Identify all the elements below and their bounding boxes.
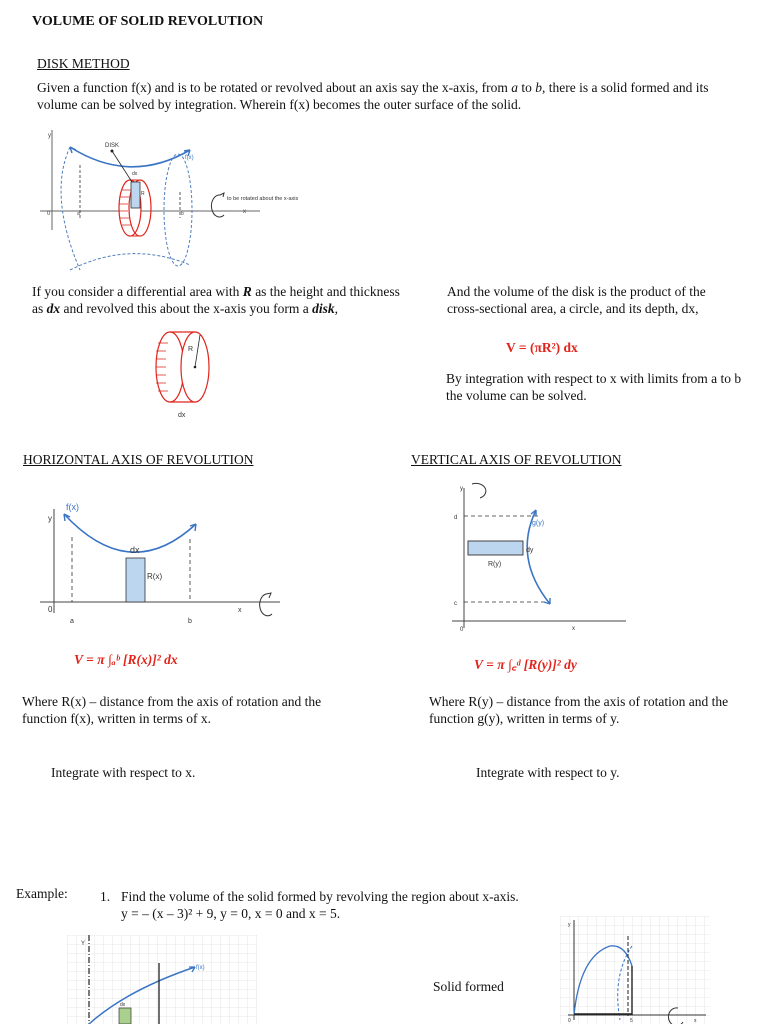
dx-label: dx: [130, 545, 140, 555]
horizontal-heading: HORIZONTAL AXIS OF REVOLUTION: [23, 452, 254, 467]
x-label: x: [572, 626, 575, 632]
y-label: Y: [81, 941, 86, 947]
five-label: 5: [630, 1018, 633, 1024]
horizontal-where: Where R(x) – distance from the axis of rotation and the function f(x), written in terms of x.: [22, 694, 322, 726]
fx-label: f(x): [196, 965, 205, 971]
rotation-arrow-icon: [260, 594, 272, 616]
dx-label: dx: [132, 171, 138, 177]
y-label: y: [568, 922, 571, 928]
disk-volume-text: And the volume of the disk is the product of the cross-sectional area, a circle, and its depth, dx,: [447, 284, 706, 316]
dx-strip: [131, 182, 140, 208]
example-line-1: Find the volume of the solid formed by revolving the region about x-axis.: [121, 889, 519, 904]
disk-volume-formula: V = (πR²) dx: [506, 340, 578, 355]
dx-label: dx: [178, 412, 186, 419]
dx-strip: [119, 1008, 131, 1024]
vertical-where: Where R(y) – distance from the axis of rotation and the function g(y), written in terms of y.: [429, 694, 729, 726]
disk-method-heading: DISK METHOD: [37, 56, 130, 71]
a-label: a: [77, 211, 80, 217]
rotation-arrow-icon: [211, 195, 224, 217]
fx-label: f(x): [185, 155, 194, 161]
b-label: b: [188, 618, 192, 625]
horizontal-integrate: Integrate with respect to x.: [51, 765, 196, 780]
b-label: b: [181, 211, 184, 217]
example-line-2: y = – (x – 3)² + 9, y = 0, x = 0 and x = 5.: [121, 906, 341, 921]
dy-label: dy: [526, 547, 534, 554]
y-label: y: [48, 133, 51, 139]
rotation-arrow-icon: [472, 483, 486, 498]
disk-label: DISK: [105, 143, 120, 149]
c-label: c: [454, 601, 457, 607]
x-label: x: [243, 209, 246, 215]
example-label: Example:: [16, 886, 68, 901]
example-graph-left: [67, 935, 257, 1024]
gy-label: g(y): [532, 520, 545, 527]
x-label: x: [238, 607, 242, 614]
horizontal-figure: [30, 495, 290, 630]
rx-label: R(x): [147, 572, 163, 581]
ry-label: R(y): [488, 561, 502, 568]
dy-strip: [468, 541, 523, 555]
horizontal-formula: V = π ∫ₐᵇ [R(x)]² dx: [74, 652, 178, 667]
x-label: x: [694, 1018, 697, 1024]
vertical-integrate: Integrate with respect to y.: [476, 765, 620, 780]
origin-label: 0: [460, 627, 464, 633]
rotate-note: to be rotated about the x-axis: [227, 196, 299, 202]
dx-strip: [126, 558, 145, 602]
r-label: R: [141, 191, 145, 197]
disk-method-figure: [30, 125, 340, 275]
disk-method-intro: Given a function f(x) and is to be rotated or revolved about an axis say the x-axis, from a to b, there is a solid formed and its volume can be solved by integration. Wherein f(x) becomes the outer surface of the solid.: [37, 80, 709, 112]
fx-curve: [70, 147, 190, 167]
integration-text: By integration with respect to x with limits from a to b the volume can be solved.: [446, 371, 742, 403]
dx-label: dx: [120, 1002, 126, 1008]
origin-label: 0: [47, 211, 51, 217]
page-title: VOLUME OF SOLID REVOLUTION: [32, 14, 264, 29]
origin-label: 0: [568, 1018, 571, 1024]
fx-label: f(x): [66, 502, 79, 512]
a-label: a: [70, 618, 74, 625]
d-label: d: [454, 515, 458, 521]
solid-formed-label: Solid formed: [433, 979, 504, 994]
single-disk-figure: [150, 325, 220, 423]
origin-label: 0: [48, 605, 53, 614]
r-label: R: [188, 346, 194, 353]
differential-area-text: If you consider a differential area with R as the height and thickness as dx and revolved this about the x-axis you form a disk,: [32, 284, 400, 316]
example-number: 1.: [100, 889, 111, 904]
vertical-formula: V = π ∫꜀ᵈ [R(y)]² dy: [474, 657, 577, 672]
y-label: y: [460, 486, 463, 492]
vertical-heading: VERTICAL AXIS OF REVOLUTION: [411, 452, 622, 467]
example-graph-right: [560, 916, 710, 1024]
vertical-figure: [448, 478, 630, 638]
y-label: y: [48, 514, 52, 523]
